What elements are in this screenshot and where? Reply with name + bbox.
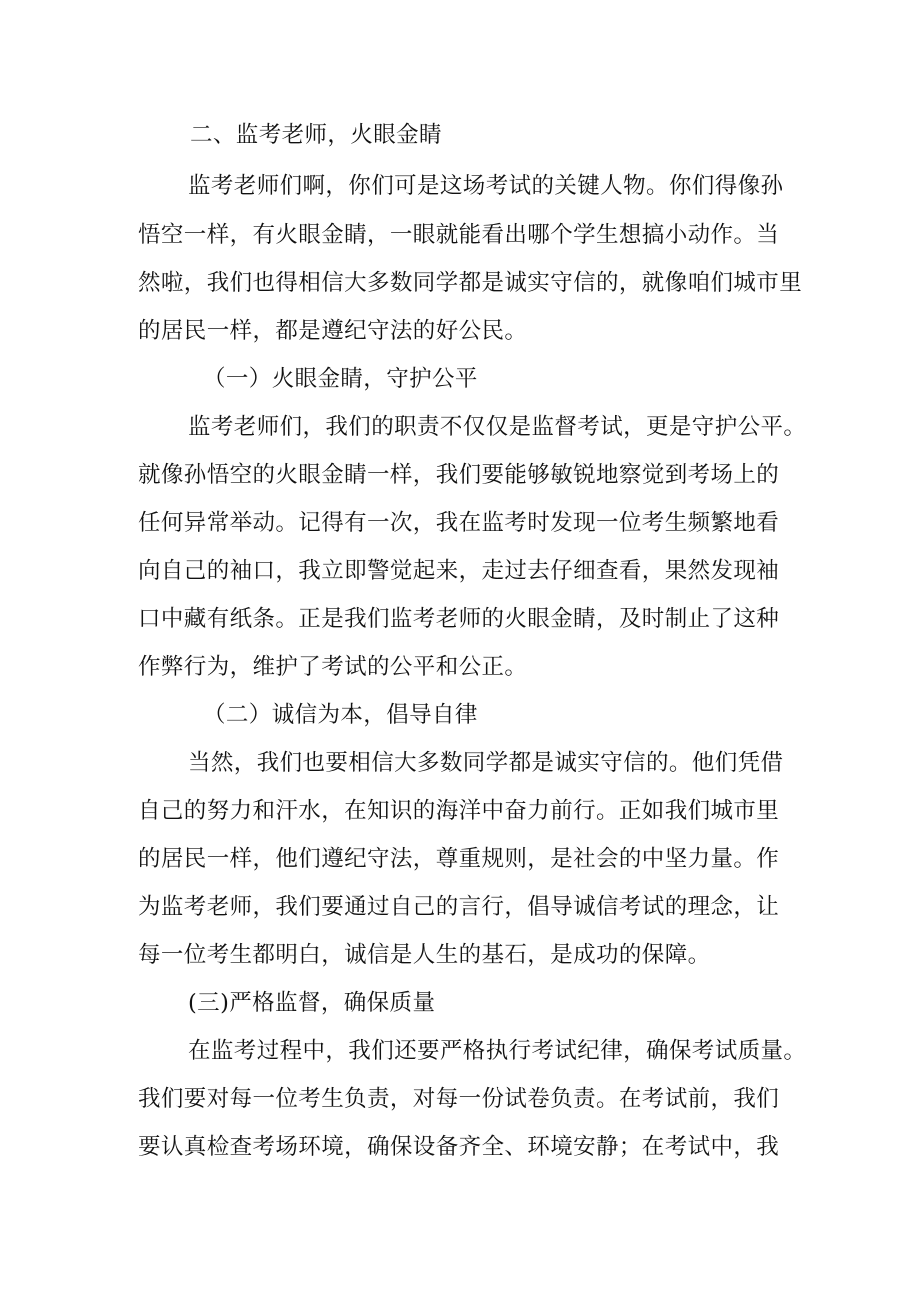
sub1-line-2: 就像孙悟空的火眼金睛一样，我们要能够敏锐地察觉到考场上的	[138, 462, 780, 488]
subheading-3: (三)严格监督，确保质量	[188, 990, 436, 1016]
sub1-line-6: 作弊行为，维护了考试的公平和公正。	[138, 654, 528, 680]
sub2-line-2: 自己的努力和汗水，在知识的海洋中奋力前行。正如我们城市里	[138, 798, 780, 824]
subheading-1: （一）火眼金睛，守护公平	[203, 366, 478, 392]
sub2-line-1: 当然，我们也要相信大多数同学都是诚实守信的。他们凭借	[188, 750, 784, 776]
intro-line-2: 悟空一样，有火眼金睛，一眼就能看出哪个学生想搞小动作。当	[138, 222, 780, 248]
sub1-line-3: 任何异常举动。记得有一次，我在监考时发现一位考生频繁地看	[138, 510, 780, 536]
sub3-line-2: 我们要对每一位考生负责，对每一份试卷负责。在考试前，我们	[138, 1086, 780, 1112]
intro-line-1: 监考老师们啊，你们可是这场考试的关键人物。你们得像孙	[188, 173, 784, 199]
sub3-line-3: 要认真检查考场环境，确保设备齐全、环境安静；在考试中，我	[138, 1134, 780, 1160]
sub2-line-5: 每一位考生都明白，诚信是人生的基石，是成功的保障。	[138, 942, 711, 968]
sub1-line-5: 口中藏有纸条。正是我们监考老师的火眼金睛，及时制止了这种	[138, 606, 780, 632]
sub1-line-1: 监考老师们，我们的职责不仅仅是监督考试，更是守护公平。	[188, 414, 807, 440]
intro-line-3: 然啦，我们也得相信大多数同学都是诚实守信的，就像咱们城市里	[138, 270, 803, 296]
sub1-line-4: 向自己的袖口，我立即警觉起来，走过去仔细查看，果然发现袖	[138, 558, 780, 584]
sub2-line-4: 为监考老师，我们要通过自己的言行，倡导诚信考试的理念，让	[138, 894, 780, 920]
subheading-2: （二）诚信为本，倡导自律	[203, 702, 478, 728]
sub3-line-1: 在监考过程中，我们还要严格执行考试纪律，确保考试质量。	[188, 1038, 807, 1064]
section-heading: 二、监考老师，火眼金睛	[190, 122, 442, 148]
intro-line-4: 的居民一样，都是遵纪守法的好公民。	[138, 318, 528, 344]
sub2-line-3: 的居民一样，他们遵纪守法，尊重规则，是社会的中坚力量。作	[138, 846, 780, 872]
